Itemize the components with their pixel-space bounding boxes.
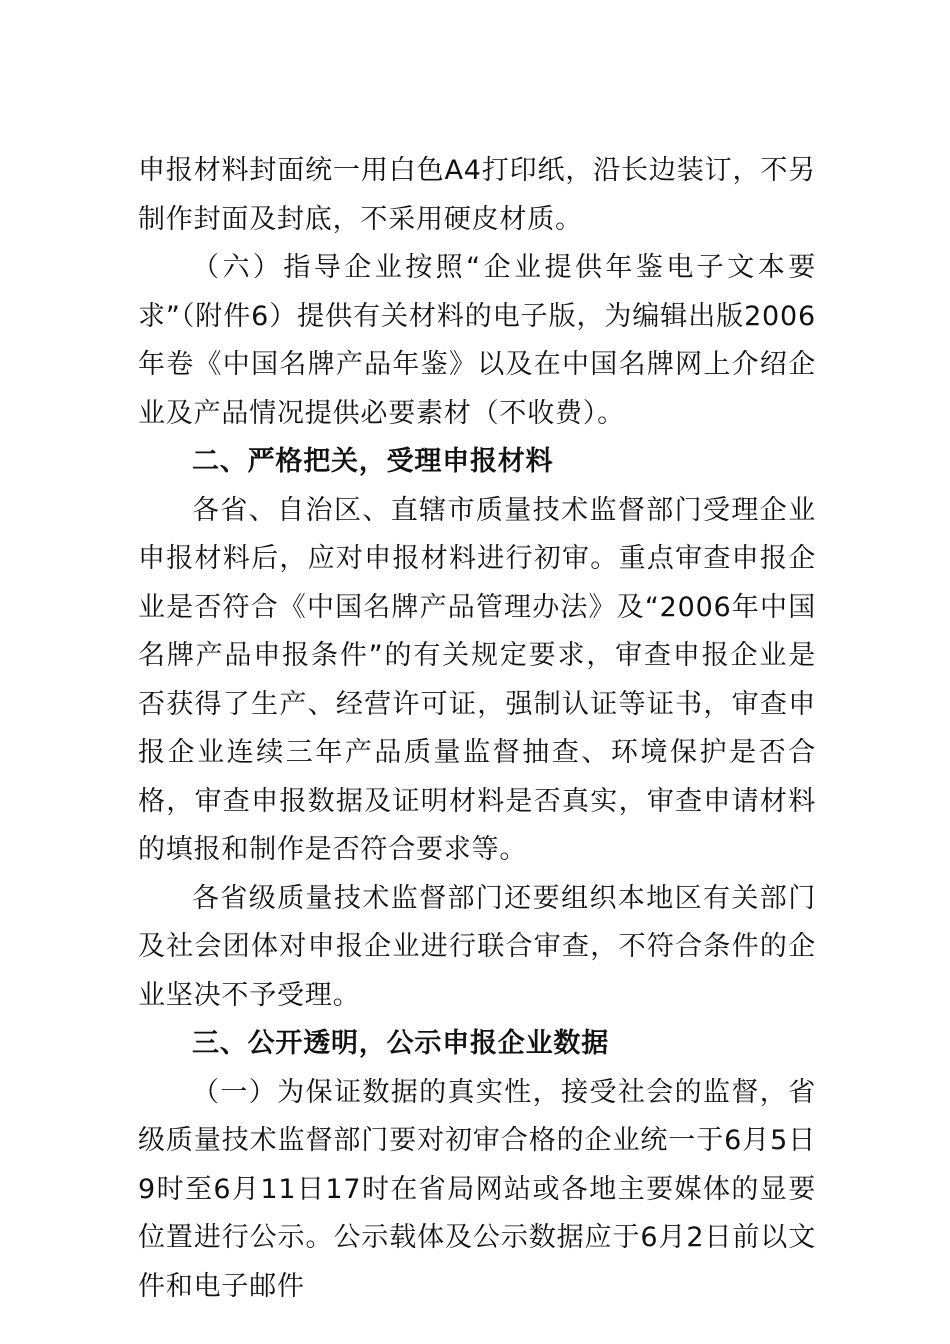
section-heading-two: 二、严格把关，受理申报材料 [192, 446, 554, 477]
paragraph-publicity-item-one: （一）为保证数据的真实性，接受社会的监督，省级质量技术监督部门要对初审合格的企业统一于6月5日9时至6月11日17时在省局网站或各地主要媒体的显要位置进行公示。公示载体及公示数据应于6月2日前以文件和电子邮件 [138, 1076, 816, 1302]
paragraph-joint-review: 各省级质量技术监督部门还要组织本地区有关部门及社会团体对申报企业进行联合审查，不符合条件的企业坚决不予受理。 [138, 882, 816, 1011]
section-heading-three: 三、公开透明，公示申报企业数据 [192, 1028, 609, 1059]
document-body [138, 147, 816, 1311]
paragraph-item-six: （六）指导企业按照“企业提供年鉴电子文本要求”（附件6）提供有关材料的电子版，为编辑出版2006年卷《中国名牌产品年鉴》以及在中国名牌网上介绍企业及产品情况提供必要素材（不收费）。 [138, 252, 816, 429]
paragraph-cover-requirements: 申报材料封面统一用白色A4打印纸，沿长边装订，不另制作封面及封底，不采用硬皮材质。 [138, 155, 816, 235]
paragraph-review-materials: 各省、自治区、直辖市质量技术监督部门受理企业申报材料后，应对申报材料进行初审。重点审查申报企业是否符合《中国名牌产品管理办法》及“2006年中国名牌产品申报条件”的有关规定要求，审查申报企业是否获得了生产、经营许可证，强制认证等证书，审查申报企业连续三年产品质量监督抽查、环境保护是否合格，审查申报数据及证明材料是否真实，审查申请材料的填报和制作是否符合要求等。 [138, 494, 816, 865]
